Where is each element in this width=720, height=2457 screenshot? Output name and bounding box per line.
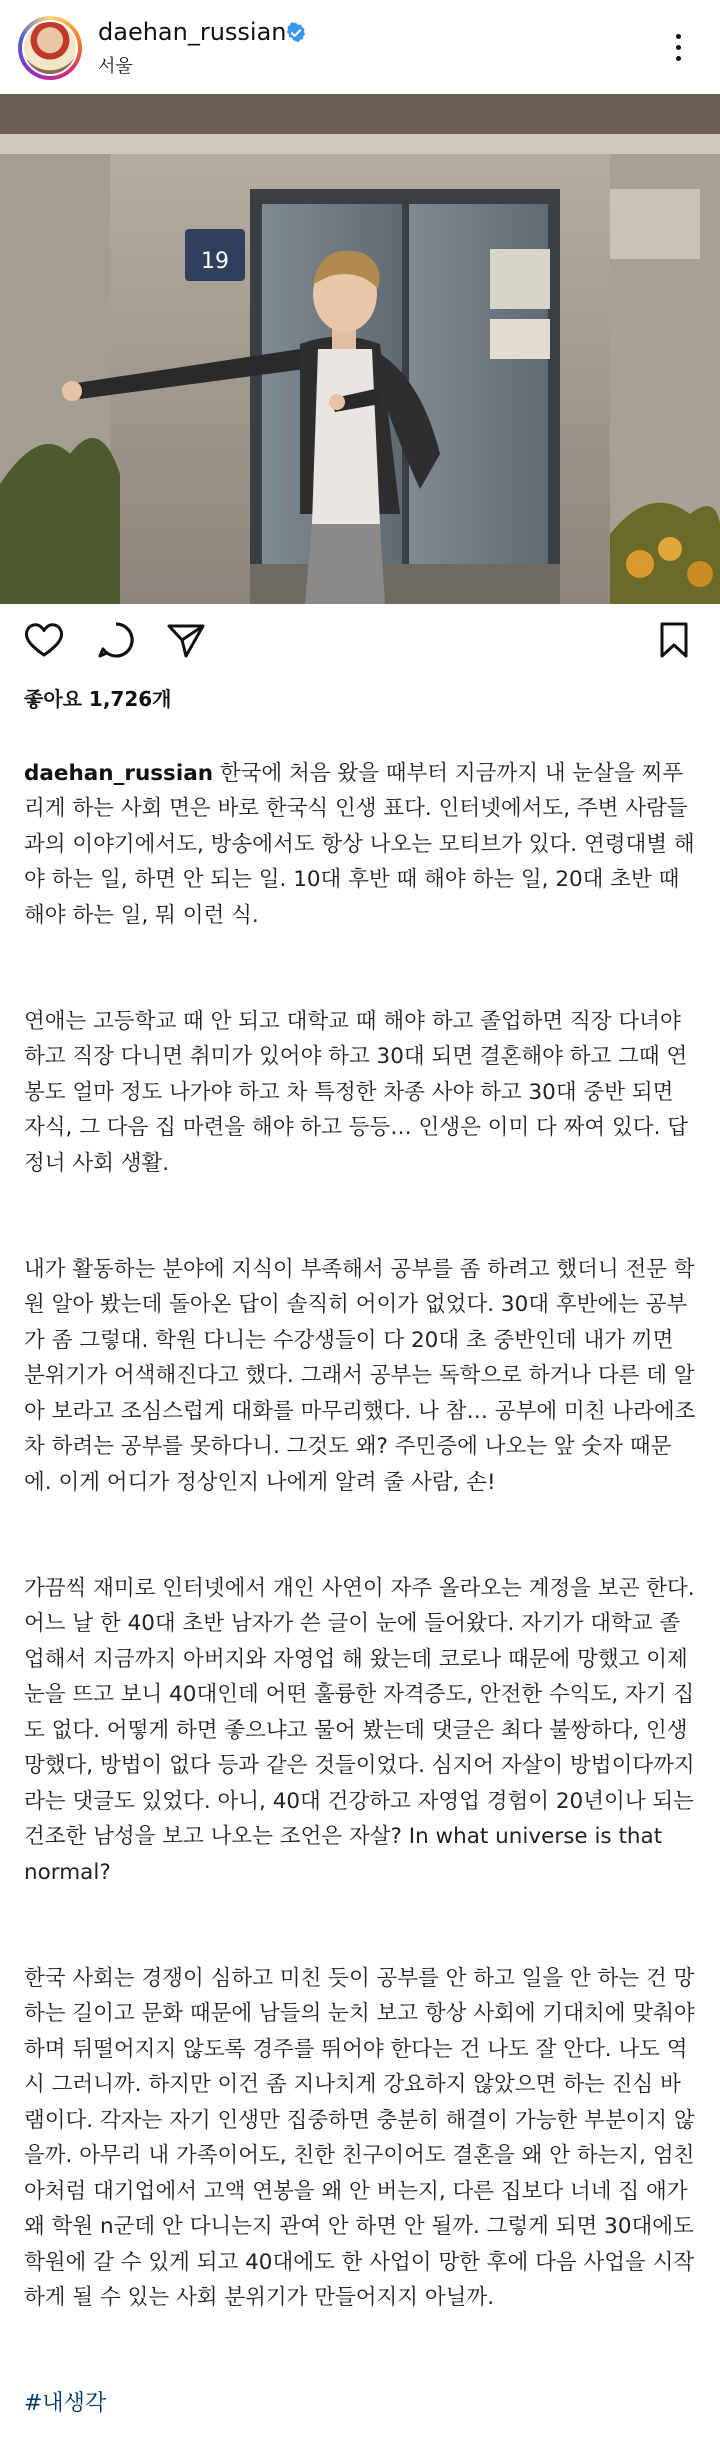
more-options-icon[interactable] bbox=[666, 30, 690, 66]
caption-text: 한국에 처음 왔을 때부터 지금까지 내 눈살을 찌푸리게 하는 사회 면은 바로 한국식 인생 표다. 인터넷에서도, 주변 사람들과의 이야기에서도, 방송에서도 항상 나오는 모티브가 있다. 연령대별 해야 하는 일, 하면 안 되는 일. 10대 후반 때 해야 하는 일, 20대 초반 때 해야 하는 일, 뭐 이런 식. bbox=[24, 760, 695, 928]
caption-paragraph: 내가 활동하는 분야에 지식이 부족해서 공부를 좀 하려고 했더니 전문 학원 알아 봤는데 돌아온 답이 솔직히 어이가 없었다. 30대 후반에는 공부가 좀 그렇대. 학원 다니는 수강생들이 다 20대 초 중반인데 내가 끼면 분위기가 어색해진다고 했다. 그래서 공부는 독학으로 하거나 다른 데 알아 보라고 조심스럽게 대화를 마무리했다. 나 참… 공부에 미친 나라에조차 하려는 공부를 못하다니. 그것도 왜? 주민증에 나오는 앞 숫자 때문에. 이게 어디가 정상인지 나에게 알려 줄 사람, 손! bbox=[24, 1256, 696, 1495]
caption-paragraph: 한국 사회는 경쟁이 심하고 미친 듯이 공부를 안 하고 일을 안 하는 건 망하는 길이고 문화 때문에 남들의 눈치 보고 항상 사회에 기대치에 맞춰야 하며 뒤떨어지지 않도록 경주를 뛰어야 한다는 건 나도 잘 안다. 나도 역시 그러니까. 하지만 이건 좀 지나치게 강요하지 않았으면 하는 진심 바램이다. 각자는 자기 인생만 집중하면 충분히 해결이 가능한 부분이지 않을까. 아무리 내 가족이어도, 친한 친구이어도 결혼을 왜 안 하는지, 엄친아처럼 대기업에서 고액 연봉을 왜 안 버는지, 다른 집보다 너네 집 애가 왜 학원 n군데 안 다니는지 관여 안 하면 안 될까. 그렇게 되면 30대에도 학원에 갈 수 있게 되고 40대에도 한 사업이 망한 후에 다음 사업을 시작하게 될 수 있는 사회 분위기가 만들어지지 아닐까. bbox=[24, 1965, 695, 2310]
share-icon[interactable] bbox=[164, 618, 208, 662]
hashtag-link[interactable]: #내생각 bbox=[24, 2391, 107, 2416]
avatar[interactable] bbox=[18, 16, 82, 80]
post-location[interactable]: 서울 bbox=[98, 56, 133, 77]
caption-paragraph: 가끔씩 재미로 인터넷에서 개인 사연이 자주 올라오는 계정을 보곤 한다. 어느 날 한 40대 초반 남자가 쓴 글이 눈에 들어왔다. 자기가 대학교 졸업해서 지금까지 아버지와 자영업 해 왔는데 코로나 때문에 망했고 이제 눈을 뜨고 보니 40대인데 어떤 훌륭한 자격증도, 안전한 수익도, 자기 집도 없다. 어떻게 하면 좋으냐고 물어 봤는데 댓글은 최다 불쌍하다, 인생 망했다, 방법이 없다 등과 같은 것들이었다. 심지어 자살이 방법이다까지라는 댓글도 있었다. 아니, 40대 건강하고 자영업 경험이 20년이나 되는 건조한 남성을 보고 나오는 조언은 자살? In what universe is that normal? bbox=[24, 1575, 695, 1885]
verified-badge-icon bbox=[285, 22, 307, 44]
bookmark-icon[interactable] bbox=[652, 618, 696, 662]
heart-icon[interactable] bbox=[22, 618, 66, 662]
likes-count[interactable]: 좋아요 1,726개 bbox=[24, 687, 172, 711]
post-photo[interactable] bbox=[0, 94, 720, 604]
post-caption bbox=[24, 720, 696, 2457]
caption-paragraph bbox=[24, 756, 696, 934]
house-number-sign: 19 bbox=[201, 249, 229, 274]
caption-paragraph: 연애는 고등학교 때 안 되고 대학교 때 해야 하고 졸업하면 직장 다녀야 하고 직장 다니면 취미가 있어야 하고 30대 되면 결혼해야 하고 그때 연봉도 얼마 정도 나가야 하고 차 특정한 차종 사야 하고 30대 중반 되면 자식, 그 다음 집 마련을 해야 하고 등등… 인생은 이미 다 짜여 있다. 답정너 사회 생활. bbox=[24, 1008, 689, 1176]
comment-icon[interactable] bbox=[94, 618, 138, 662]
post-header bbox=[0, 0, 720, 94]
post-username[interactable]: daehan_russian bbox=[98, 18, 287, 46]
post-actions bbox=[0, 610, 720, 670]
caption-username[interactable]: daehan_russian bbox=[24, 760, 214, 786]
